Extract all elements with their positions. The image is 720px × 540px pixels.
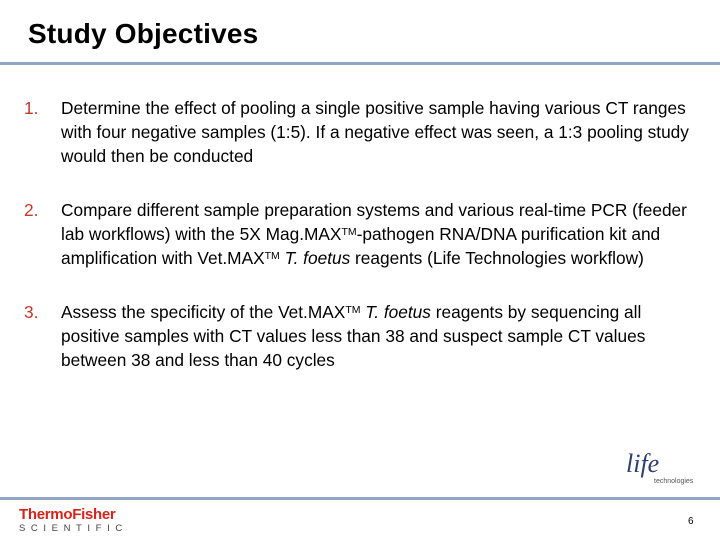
- slide-title: Study Objectives: [28, 18, 259, 49]
- objective-text-1: Determine the effect of pooling a single positive sample having various CT ranges with four negative samples (1:5). If a negative effect was seen, a 1:3 pooling study would then be conducted: [61, 98, 689, 166]
- objective-item-3: [24, 300, 696, 372]
- trademark-mark: TM: [345, 304, 361, 316]
- objective-2-part2: -pathogen RNA/DNA purification kit and amplification with Vet.MAX: [61, 224, 661, 268]
- life-logo-sub: technologies: [654, 478, 694, 485]
- objective-2-part3: reagents (Life Technologies workflow): [350, 248, 644, 268]
- objective-number-2: 2.: [24, 200, 39, 220]
- objective-item-2: [24, 198, 696, 270]
- thermofisher-logo-name: ThermoFisher: [19, 506, 116, 523]
- objectives-list: [24, 96, 696, 402]
- species-name: T. foetus: [279, 248, 351, 268]
- page-number: 6: [688, 516, 694, 527]
- thermofisher-logo: [19, 507, 128, 534]
- species-name: T. foetus: [360, 302, 431, 322]
- footer-divider: [0, 497, 720, 500]
- objective-3-part2: reagents by sequencing all positive samples with CT values less than 38 and suspect sample CT values between 38 and less than 40 cycles: [61, 302, 646, 370]
- life-logo-word: life: [626, 449, 660, 478]
- thermofisher-logo-sub: SCIENTIFIC: [19, 523, 128, 534]
- objective-2-part1: Compare different sample preparation systems and various real-time PCR (feeder lab workflows) with the 5X Mag.MAX: [61, 200, 687, 244]
- objective-number-1: 1.: [24, 98, 39, 118]
- objective-item-1: [24, 96, 696, 168]
- trademark-mark: TM: [264, 250, 280, 262]
- objective-3-part1: Assess the specificity of the Vet.MAX: [61, 302, 346, 322]
- life-technologies-logo: [624, 448, 708, 488]
- trademark-mark: TM: [341, 226, 357, 238]
- objective-text-2: [61, 200, 687, 268]
- objective-text-3: [61, 302, 645, 370]
- objective-number-3: 3.: [24, 302, 39, 322]
- title-divider: [0, 62, 720, 65]
